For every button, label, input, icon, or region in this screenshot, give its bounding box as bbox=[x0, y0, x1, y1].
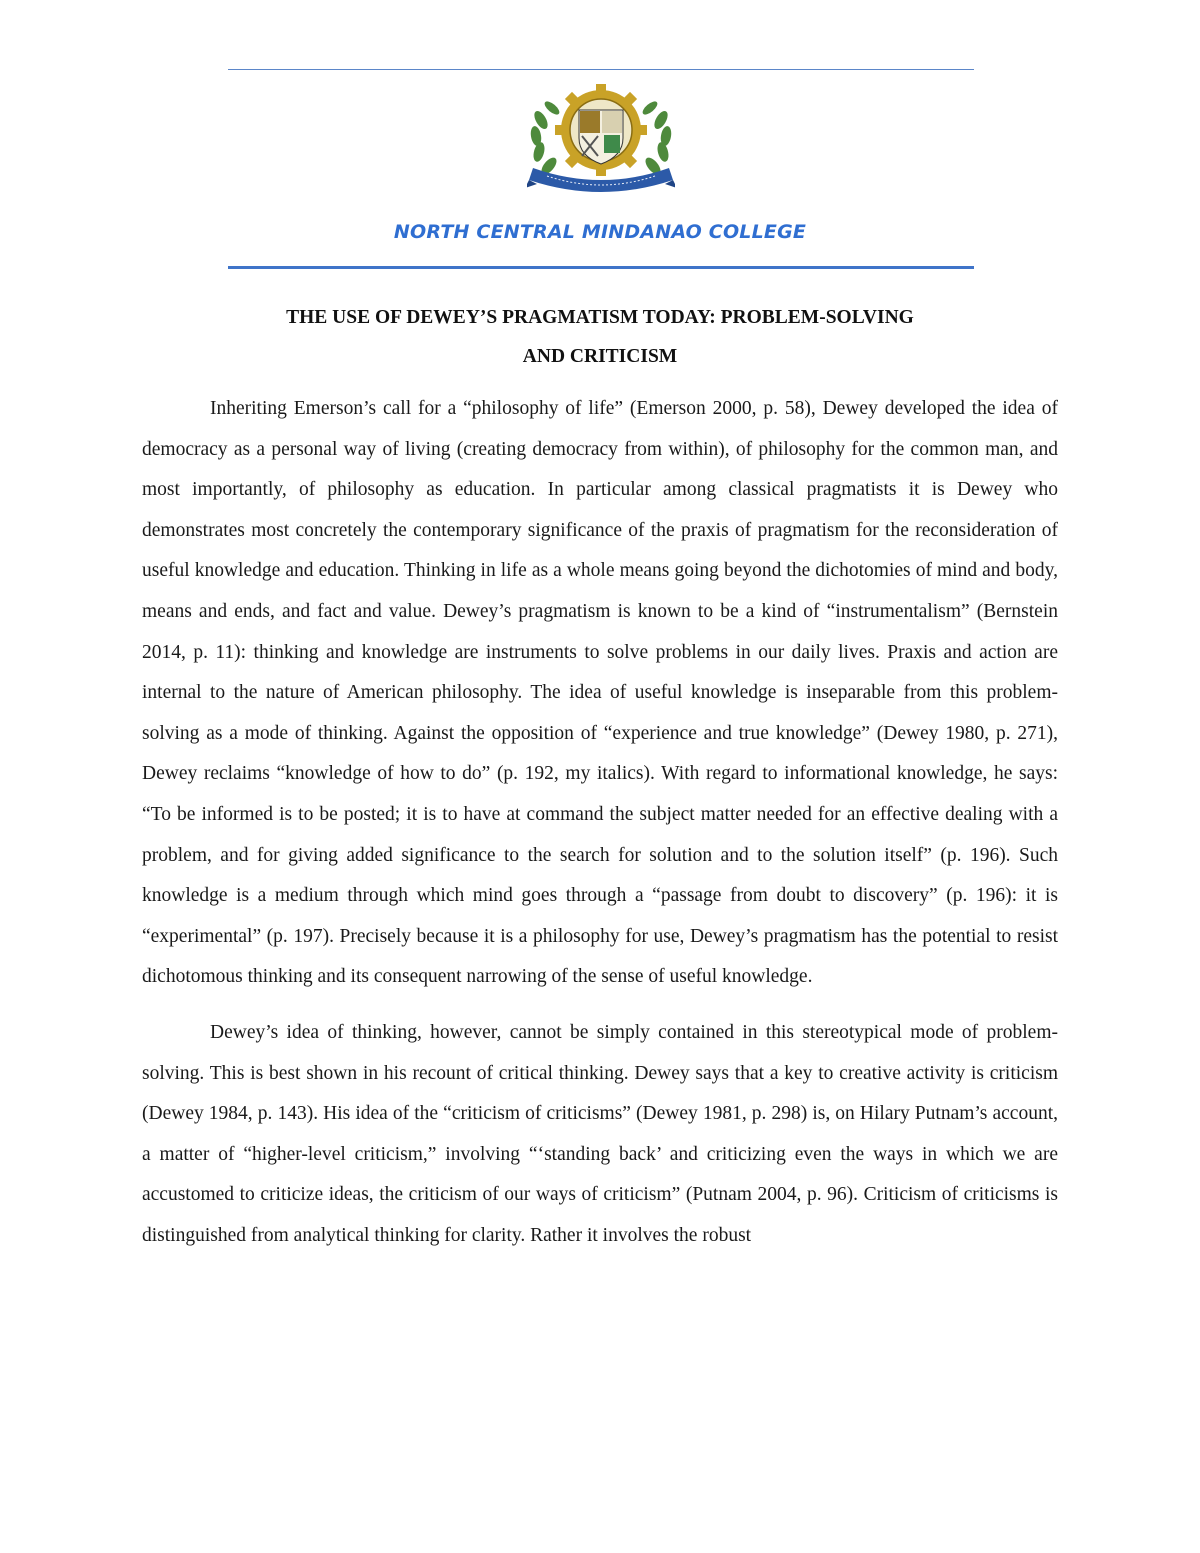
document-body bbox=[142, 389, 1058, 1256]
body-paragraph-2: Dewey’s idea of thinking, however, cannot be simply contained in this stereotypical mode of problem-solving. This is best shown in his recount of critical thinking. Dewey says that a key to creative activity is criticism (Dewey 1984, p. 143). His idea of the “criticism of criticisms” (Dewey 1981, p. 298) is, on Hilary Putnam’s account, a matter of “higher-level criticism,” involving “‘standing back’ and criticizing even the ways in which we are accustomed to criticize ideas, the criticism of our ways of criticism” (Putnam 2004, p. 96). Criticism of criticisms is distinguished from analytical thinking for clarity. Rather it involves the robust bbox=[142, 1021, 1058, 1246]
document-title-line-1: THE USE OF DEWEY’S PRAGMATISM TODAY: PROBLEM-SOLVING bbox=[286, 307, 914, 328]
laurel-left-icon bbox=[529, 99, 561, 177]
document-title-line-2: AND CRITICISM bbox=[522, 346, 678, 367]
header-bottom-rule bbox=[228, 266, 974, 269]
laurel-right-icon bbox=[641, 99, 673, 177]
document-title bbox=[142, 298, 1058, 376]
body-paragraph-1: Inheriting Emerson’s call for a “philosophy of life” (Emerson 2000, p. 58), Dewey developed the idea of democracy as a personal way of living (creating democracy from within), of philosophy for the common man, and most importantly, of philosophy as education. In particular among classical pragmatists it is Dewey who demonstrates most concretely the contemporary significance of the praxis of pragmatism for the reconsideration of useful knowledge and education. Thinking in life as a whole means going beyond the dichotomies of mind and body, means and ends, and fact and value. Dewey’s pragmatism is known to be a kind of “instrumentalism” (Bernstein 2014, p. 11): thinking and knowledge are instruments to solve problems in our daily lives. Praxis and action are internal to the nature of American philosophy. The idea of useful knowledge is inseparable from this problem-solving as a mode of thinking. Against the opposition of “experience and true knowledge” (Dewey 1980, p. 271), Dewey reclaims “knowledge of how to do” (p. 192, my italics). With regard to informational knowledge, he says: “To be informed is to be posted; it is to have at command the subject matter needed for an effective dealing with a problem, and for giving added significance to the search for solution and to the solution itself” (p. 196). Such knowledge is a medium through which mind goes through a “passage from doubt to discovery” (p. 196): it is “experimental” (p. 197). Precisely because it is a philosophy for use, Dewey’s pragmatism has the potential to resist dichotomous thinking and its consequent narrowing of the sense of useful knowledge. bbox=[142, 398, 1058, 988]
header-top-rule bbox=[228, 69, 974, 70]
college-seal-icon bbox=[527, 80, 675, 198]
college-name: NORTH CENTRAL MINDANAO COLLEGE bbox=[393, 221, 807, 243]
